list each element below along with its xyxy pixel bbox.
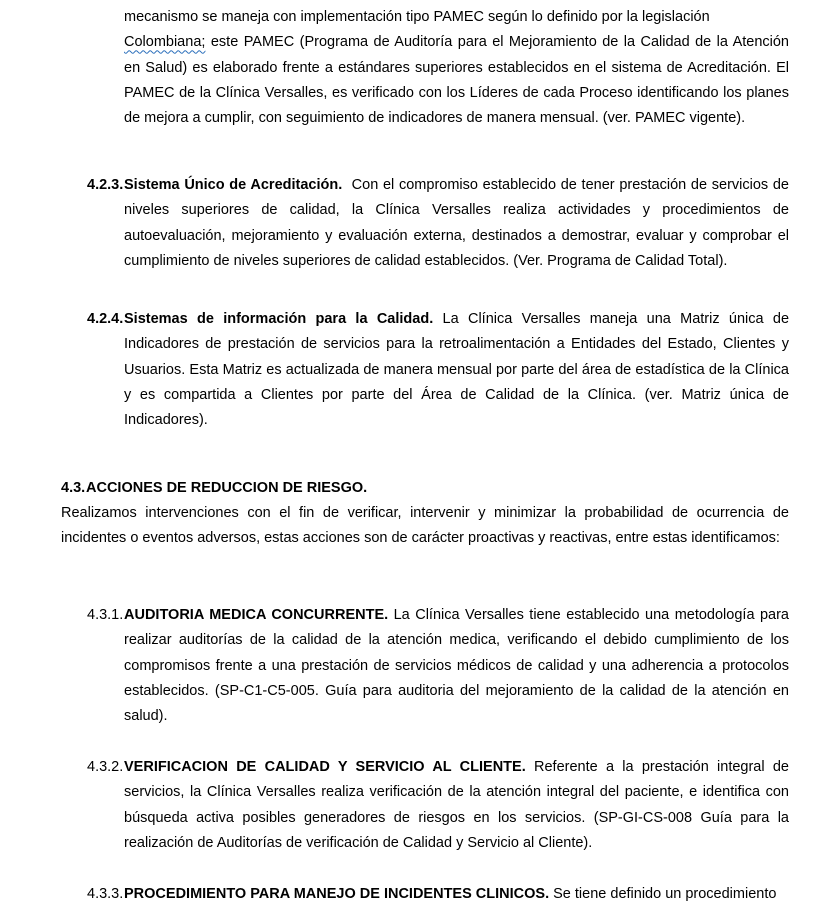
section-4-3-intro: Realizamos intervenciones con el fin de verificar, intervenir y minimizar la probabilidad de ocurrencia de incidentes o eventos adversos, estas acciones son de carácter proactivas y reactivas, entre estas identificamos: — [61, 505, 789, 547]
section-body: Referente a la prestación integral de servicios, la Clínica Versalles realiza verificación de la atención integral del paciente, e identifica con búsqueda activa posibles generadores de riesgos en los servicios. (SP-GI-CS-008 Guía para la realización de Auditorías de verificación de Calidad y Servicio al Cliente). — [124, 759, 789, 851]
section-body: Con el compromiso establecido de tener prestación de servicios de niveles superiores de calidad, la Clínica Versalles realiza actividades y procedimientos de autoevaluación, mejoramiento y evaluación externa, destinados a demostrar, evaluar y comprobar el cumplimiento de niveles superiores de calidad establecidos. (Ver. Programa de Calidad Total). — [124, 177, 794, 269]
section-body: La Clínica Versalles tiene establecido una metodología para realizar auditorías de la calidad de la atención medica, verificando el debido cumplimiento de los compromisos frente a una prestación de servicios médicos de calidad y una adherencia a protocolos establecidos. (SP-C1-C5-005. Guía para auditoria del mejoramiento de la calidad de la atención en salud). — [124, 607, 789, 725]
section-4-3-2-paragraph — [124, 755, 789, 856]
section-number-4-2-3: 4.2.3. — [87, 177, 124, 193]
section-number-4-2-4: 4.2.4. — [87, 311, 124, 327]
section-number-4-3-3: 4.3.3. — [87, 886, 124, 902]
section-4-3-heading: ACCIONES DE REDUCCION DE RIESGO. — [86, 480, 368, 496]
section-title: Sistemas de información para la Calidad. — [124, 311, 434, 327]
section-number-4-3: 4.3. — [61, 480, 86, 496]
pamec-text-rest: este PAMEC (Programa de Auditoría para el Mejoramiento de la Calidad de la Atención en Salud) es elaborado frente a estándares superiores establecidos en el sistema de Acreditación. El PAMEC de la Clínica Versalles, es verificado con los Líderes de cada Proceso identificando los planes de mejora a cumplir, con seguimiento de indicadores de manera mensual. (ver. PAMEC vigente). — [124, 34, 789, 127]
section-number-4-3-2: 4.3.2. — [87, 759, 124, 775]
section-title: VERIFICACION DE CALIDAD Y SERVICIO AL CLIENTE. — [124, 759, 526, 775]
pamec-text-start: mecanismo se maneja con implementación tipo PAMEC según lo definido por la legislación — [124, 9, 710, 25]
section-body: La Clínica Versalles maneja una Matriz única de Indicadores de prestación de servicios para la retroalimentación a Entidades del Estado, Clientes y Usuarios. Esta Matriz es actualizada de manera mensual por parte del área de estadística de la Clínica y es compartida a Clientes por parte del Área de Calidad de la Clínica. (ver. Matriz única de Indicadores). — [124, 311, 790, 429]
section-4-2-3-paragraph — [124, 173, 794, 274]
section-title: AUDITORIA MEDICA CONCURRENTE. — [124, 607, 389, 623]
section-body: Se tiene definido un procedimiento — [549, 886, 777, 902]
section-4-2-4-paragraph — [124, 307, 789, 433]
section-title: Sistema Único de Acreditación. — [124, 177, 343, 193]
spellcheck-underlined-word: Colombiana; — [124, 34, 206, 51]
section-4-3-3-paragraph — [124, 882, 789, 907]
section-number-4-3-1: 4.3.1. — [87, 607, 124, 623]
pamec-paragraph — [124, 5, 789, 131]
section-4-3-1-paragraph — [124, 603, 789, 729]
section-title: PROCEDIMIENTO PARA MANEJO DE INCIDENTES CLINICOS. — [124, 886, 550, 902]
